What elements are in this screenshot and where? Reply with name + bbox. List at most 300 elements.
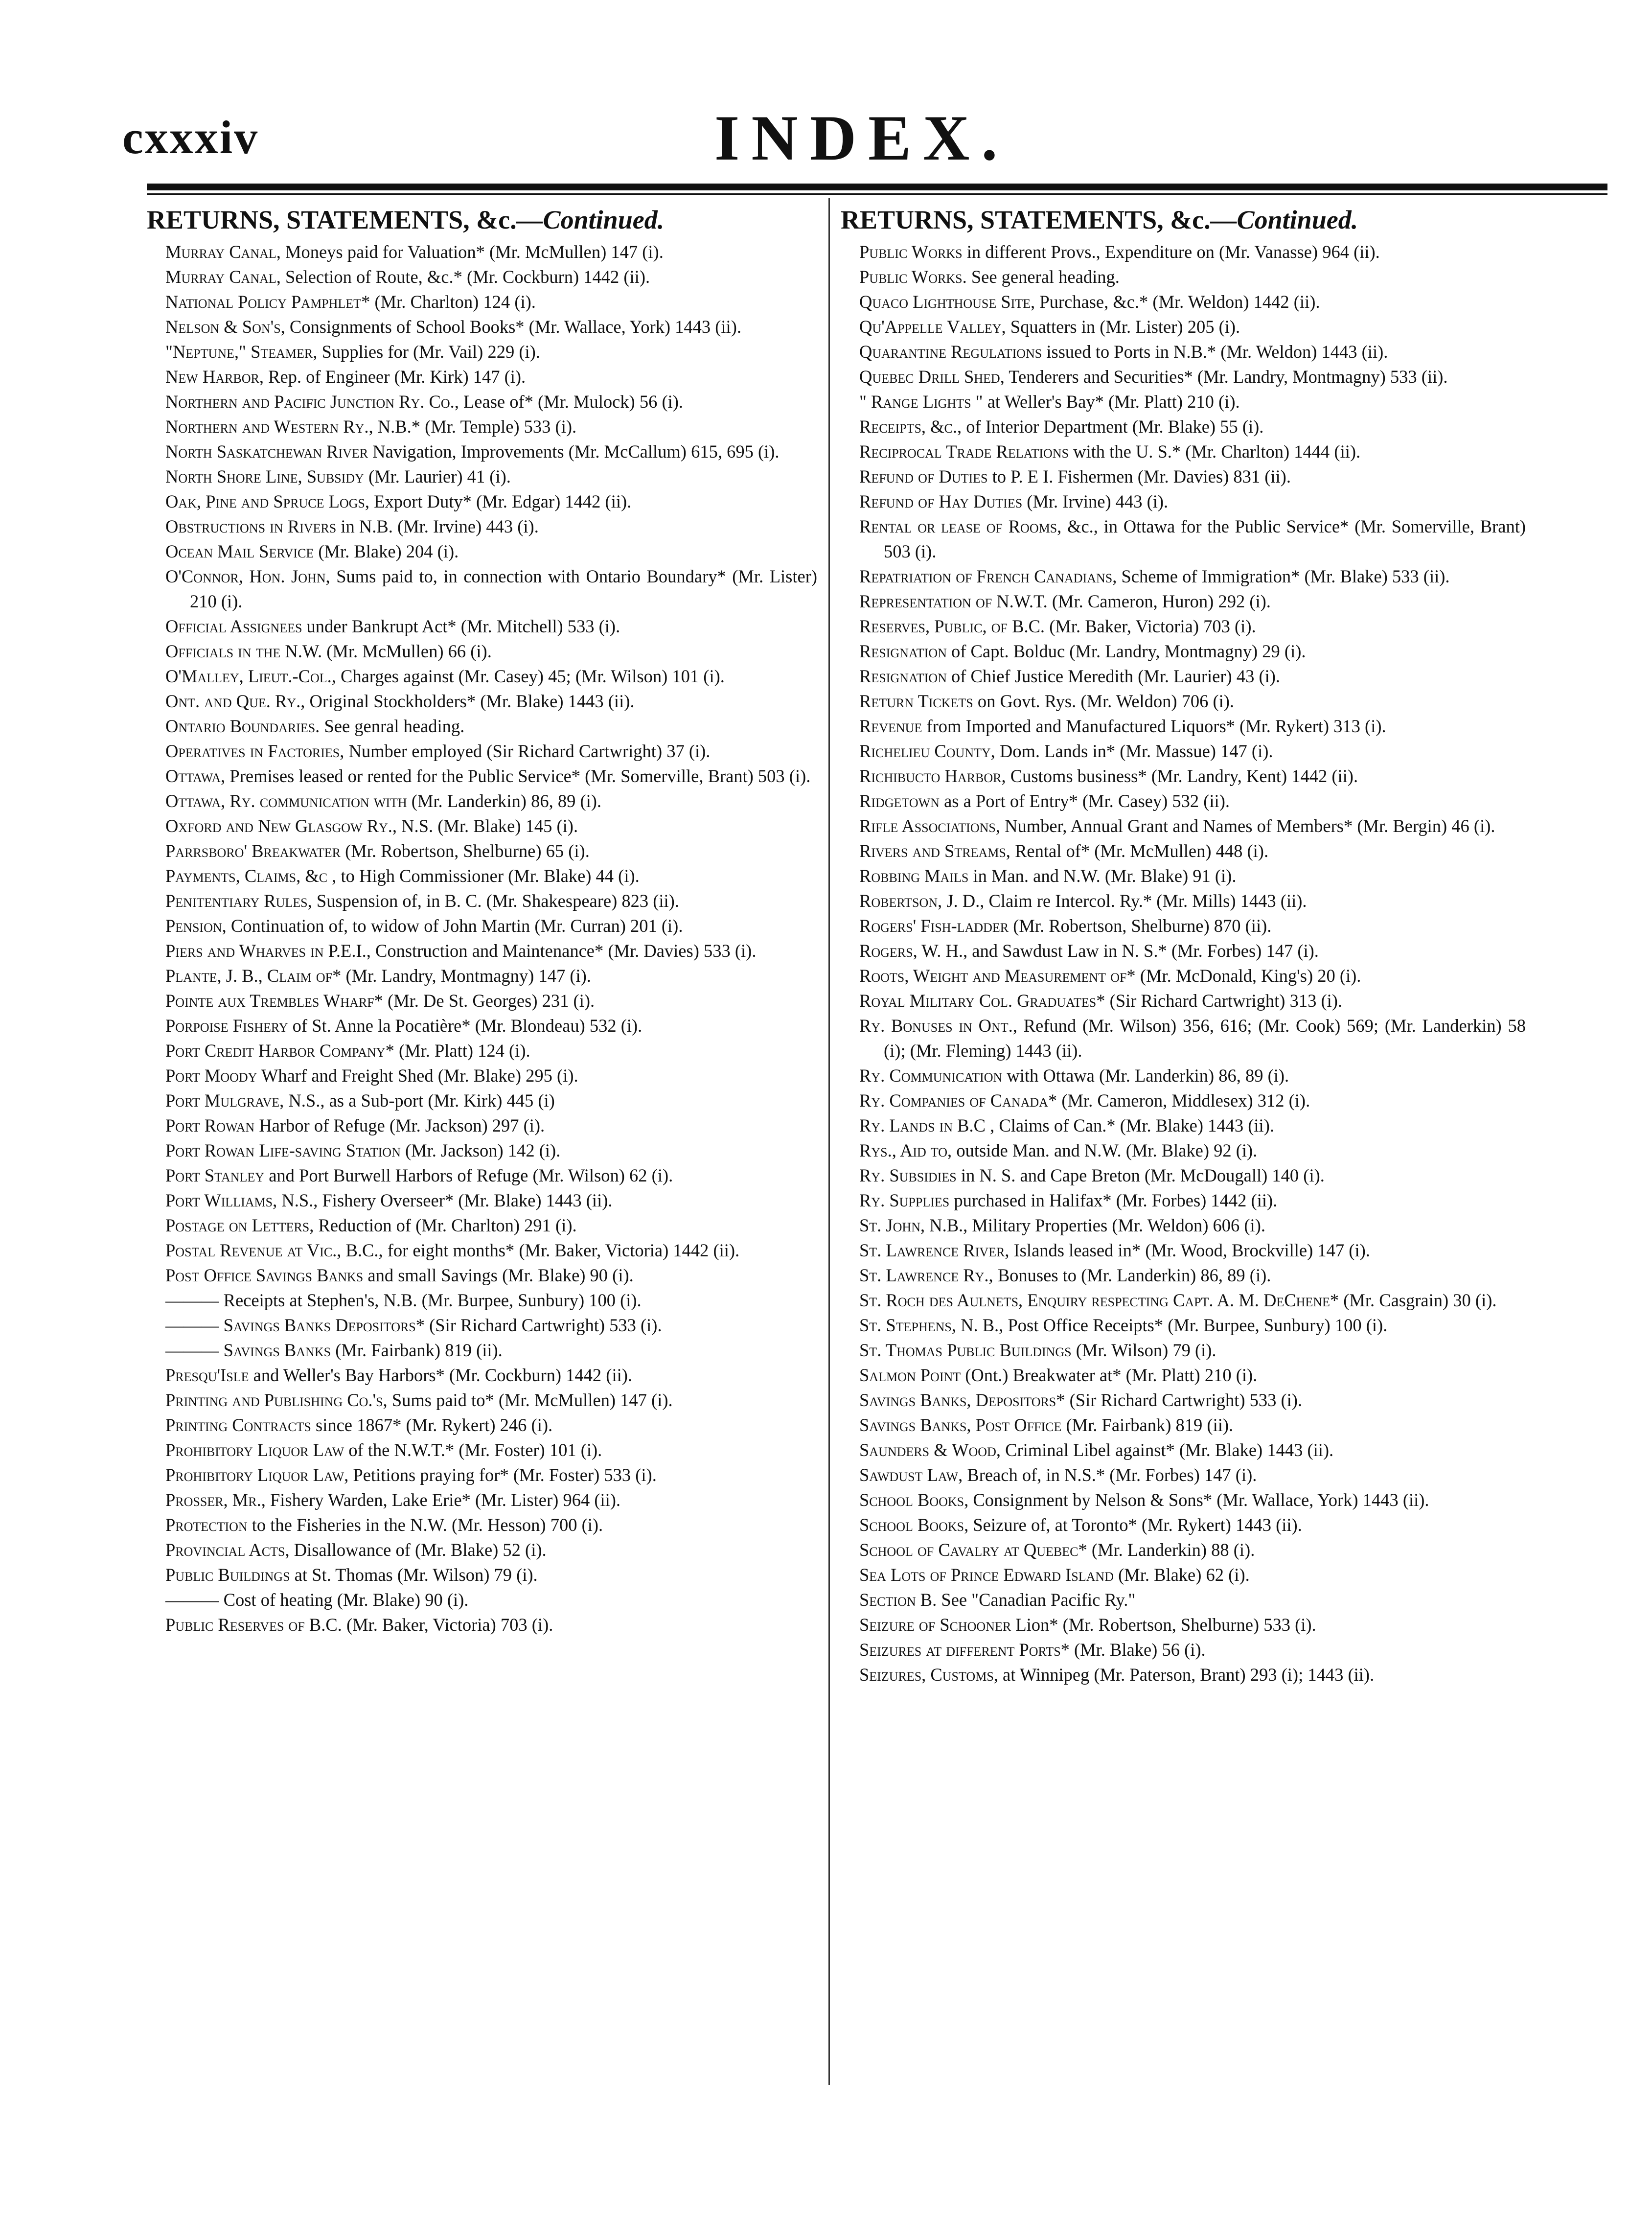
index-entry-heading: Saunders & Wood,: [859, 1440, 1001, 1460]
index-entry-text: See genral heading.: [320, 716, 465, 737]
index-entry: [841, 239, 1526, 264]
index-entry-text: Squatters in (Mr. Lister) 205 (i).: [1006, 317, 1240, 337]
index-entry-heading: Prohibitory Liquor Law: [165, 1440, 344, 1460]
index-entry-text: N.S., as a Sub-port (Mr. Kirk) 445 (i): [284, 1090, 555, 1111]
index-entry-text: (Sir Richard Cartwright) 533 (i).: [425, 1315, 662, 1336]
index-entry-text: from Imported and Manufactured Liquors* (Mr. Rykert) 313 (i).: [922, 716, 1386, 737]
index-entry-heading: Ry. Subsidies: [859, 1165, 957, 1186]
index-entry-heading: Salmon Point: [859, 1365, 961, 1386]
index-entry: [147, 664, 817, 689]
index-entry-text: of Capt. Bolduc (Mr. Landry, Montmagny) 29 (i).: [946, 641, 1306, 662]
index-entry: [147, 1263, 817, 1288]
index-entry-heading: Pointe aux Trembles Wharf*: [165, 991, 383, 1011]
index-entry-text: (Mr. Charlton) 124 (i).: [370, 292, 536, 312]
index-entry: [147, 1163, 817, 1188]
index-entry-heading: Printing and Publishing Co.'s,: [165, 1390, 388, 1411]
index-entry-text: Consignments of School Books* (Mr. Wallace, York) 1443 (ii).: [285, 317, 741, 337]
index-entry-heading: Quarantine Regulations: [859, 342, 1042, 362]
index-entry-text: Moneys paid for Valuation* (Mr. McMullen) 147 (i).: [280, 242, 664, 262]
index-entry-text: Charges against (Mr. Casey) 45; (Mr. Wilson) 101 (i).: [336, 666, 725, 687]
index-entry: [147, 988, 817, 1013]
index-entry: [147, 1213, 817, 1238]
index-entry-heading: St. Lawrence River,: [859, 1240, 1010, 1261]
index-entry-text: in different Provs., Expenditure on (Mr. Vanasse) 964 (ii).: [962, 242, 1380, 262]
index-entry-text: at Weller's Bay* (Mr. Platt) 210 (i).: [983, 392, 1240, 412]
index-entry: [147, 1388, 817, 1413]
index-entry-text: with Ottawa (Mr. Landerkin) 86, 89 (i).: [1002, 1065, 1289, 1086]
index-entry-heading: Return Tickets: [859, 691, 973, 712]
index-entry: [841, 1288, 1526, 1313]
index-entry-text: Number employed (Sir Richard Cartwright) 37 (i).: [344, 741, 711, 762]
index-entry-text: Number, Annual Grant and Names of Members* (Mr. Bergin) 46 (i).: [1000, 816, 1495, 836]
index-entry-heading: Postage on Letters,: [165, 1215, 314, 1236]
index-entry-heading: Seizures, Customs,: [859, 1665, 998, 1685]
index-entry-heading: Rental or lease of Rooms,: [859, 516, 1062, 537]
index-entry-text: Sums paid to* (Mr. McMullen) 147 (i).: [387, 1390, 673, 1411]
index-entry-text: &c., in Ottawa for the Public Service* (Mr. Somerville, Brant) 503 (i).: [884, 516, 1526, 562]
index-entry-text: Lease of* (Mr. Mulock) 56 (i).: [459, 392, 684, 412]
index-entry: [147, 1138, 817, 1163]
index-entry: [841, 1637, 1526, 1662]
index-entry-text: purchased in Halifax* (Mr. Forbes) 1442 (ii).: [949, 1190, 1278, 1211]
index-entry: [147, 639, 817, 664]
index-entry-text: Breach of, in N.S.* (Mr. Forbes) 147 (i).: [963, 1465, 1257, 1485]
index-entry-text: Rep. of Engineer (Mr. Kirk) 147 (i).: [263, 367, 526, 387]
index-entry-heading: Representation of N.W.T.: [859, 591, 1048, 612]
index-entry-text: (Mr. McDonald, King's) 20 (i).: [1135, 966, 1361, 986]
index-entry-text: Continuation of, to widow of John Martin (Mr. Curran) 201 (i).: [226, 916, 683, 936]
index-entry-text: to P. E I. Fishermen (Mr. Davies) 831 (ii).: [987, 466, 1291, 487]
index-entry-text: Scheme of Immigration* (Mr. Blake) 533 (ii).: [1117, 566, 1450, 587]
index-entry: [841, 689, 1526, 714]
index-entry-heading: National Policy Pamphlet*: [165, 292, 370, 312]
index-entry-heading: Oak, Pine and Spruce Logs,: [165, 491, 370, 512]
index-entry: [841, 1487, 1526, 1512]
index-entry-text: Navigation, Improvements (Mr. McCallum) 615, 695 (i).: [368, 441, 780, 462]
index-entry: [841, 1088, 1526, 1113]
index-entry-heading: ——— Savings Banks: [165, 1340, 331, 1361]
index-entry-heading: Receipts, &c.,: [859, 417, 962, 437]
index-entry-heading: Port Rowan Life-saving Station: [165, 1140, 401, 1161]
index-entry: [147, 1088, 817, 1113]
index-entry: [147, 1363, 817, 1388]
index-entry: [841, 1363, 1526, 1388]
index-entry: [841, 1138, 1526, 1163]
index-entry-text: Claim re Intercol. Ry.* (Mr. Mills) 1443 (ii).: [984, 891, 1307, 911]
page-title: INDEX.: [714, 102, 1010, 174]
index-entry-heading: Port Williams,: [165, 1190, 277, 1211]
index-entry-heading: Ottawa, Ry. communication with: [165, 791, 407, 811]
index-entry: [841, 389, 1526, 414]
index-entry: [841, 1537, 1526, 1562]
heading-text: RETURNS, STATEMENTS, &c.: [147, 205, 517, 234]
heading-continued: —Continued.: [1210, 205, 1358, 234]
index-entry-heading: Savings Banks, Depositors*: [859, 1390, 1065, 1411]
index-entry: [147, 938, 817, 963]
index-entry: [841, 1238, 1526, 1263]
index-entry-text: N.S., Fishery Overseer* (Mr. Blake) 1443 (ii).: [277, 1190, 613, 1211]
index-entry: [147, 614, 817, 639]
heading-continued: —Continued.: [516, 205, 665, 234]
index-entry-text: (Mr. Blake) 62 (i).: [1113, 1565, 1250, 1585]
index-entry: [147, 564, 817, 614]
index-entry: [841, 664, 1526, 689]
index-entry-heading: Ottawa,: [165, 766, 226, 787]
index-entry-heading: ——— Savings Banks Depositors*: [165, 1315, 425, 1336]
index-entry: [841, 788, 1526, 813]
index-entry: [147, 289, 817, 314]
index-entry: [841, 639, 1526, 664]
index-entry: [841, 1063, 1526, 1088]
index-entry-text: Fishery Warden, Lake Erie* (Mr. Lister) 964 (ii).: [265, 1490, 621, 1510]
index-entry: [841, 289, 1526, 314]
index-entry: [147, 364, 817, 389]
index-entry: [841, 1462, 1526, 1487]
index-entry-heading: Seizures at different Ports*: [859, 1640, 1070, 1660]
index-entry: [841, 439, 1526, 464]
index-entry-heading: Ry. Bonuses in Ont.,: [859, 1016, 1017, 1036]
index-entry-text: (Mr. Jackson) 142 (i).: [400, 1140, 561, 1161]
index-entry-text: See "Canadian Pacific Ry.": [937, 1590, 1136, 1610]
index-entry: [841, 1512, 1526, 1537]
index-entry-heading: Northern and Pacific Junction Ry. Co.,: [165, 392, 459, 412]
index-entry-text: (Mr. Landerkin) 86, 89 (i).: [407, 791, 602, 811]
index-entry-heading: "Neptune," Steamer,: [165, 342, 318, 362]
index-entry: [841, 938, 1526, 963]
index-entry: [147, 714, 817, 739]
index-entry-text: (Mr. Robertson, Shelburne) 870 (ii).: [1009, 916, 1272, 936]
index-entry-text: Receipts at Stephen's, N.B. (Mr. Burpee, Sunbury) 100 (i).: [219, 1290, 642, 1311]
index-entry-heading: Port Mulgrave,: [165, 1090, 284, 1111]
index-entry-heading: St. Thomas Public Buildings: [859, 1340, 1072, 1361]
index-entry-heading: Port Moody: [165, 1065, 257, 1086]
index-entry-heading: Revenue: [859, 716, 922, 737]
index-entry-text: issued to Ports in N.B.* (Mr. Weldon) 1443 (ii).: [1042, 342, 1388, 362]
right-column: [841, 206, 1526, 1687]
index-entry-text: to the Fisheries in the N.W. (Mr. Hesson) 700 (i).: [247, 1515, 603, 1535]
index-entry-heading: Ry. Lands in B.C ,: [859, 1115, 995, 1136]
index-entry-heading: Ontario Boundaries.: [165, 716, 320, 737]
index-entry-heading: Public Reserves of B.C.: [165, 1615, 342, 1635]
index-entry: [147, 838, 817, 863]
index-entry-heading: Payments, Claims, &c ,: [165, 866, 337, 886]
index-entry: [147, 863, 817, 888]
index-entry: [147, 764, 817, 788]
index-entry: [147, 1462, 817, 1487]
index-entry-text: Suspension of, in B. C. (Mr. Shakespeare) 823 (ii).: [312, 891, 679, 911]
index-entry-text: Criminal Libel against* (Mr. Blake) 1443 (ii).: [1000, 1440, 1334, 1460]
index-entry: [147, 1537, 817, 1562]
index-entry-heading: Section B.: [859, 1590, 937, 1610]
page-number: cxxxiv: [122, 111, 259, 163]
index-entry-text: (Ont.) Breakwater at* (Mr. Platt) 210 (i).: [961, 1365, 1258, 1386]
heading-text: RETURNS, STATEMENTS, &c.: [841, 205, 1211, 234]
index-entry: [147, 464, 817, 489]
index-entry-heading: ———: [165, 1290, 219, 1311]
index-entry: [147, 239, 817, 264]
index-entry-heading: Public Works: [859, 242, 963, 262]
index-entry: [841, 1213, 1526, 1238]
index-entry-text: since 1867* (Mr. Rykert) 246 (i).: [311, 1415, 553, 1436]
index-entry-heading: Port Credit Harbor Company*: [165, 1041, 394, 1061]
index-entry: [841, 1163, 1526, 1188]
index-entry-heading: Richibucto Harbor,: [859, 766, 1006, 787]
index-entry-text: of Chief Justice Meredith (Mr. Laurier) 43 (i).: [946, 666, 1281, 687]
index-entry-text: Customs business* (Mr. Landry, Kent) 1442 (ii).: [1006, 766, 1358, 787]
index-entry: [147, 1338, 817, 1363]
index-entry: [841, 1013, 1526, 1063]
index-entry-heading: Sawdust Law,: [859, 1465, 963, 1485]
index-entry-heading: Penitentiary Rules,: [165, 891, 312, 911]
index-entry-heading: School Books,: [859, 1490, 969, 1510]
index-entry: [147, 489, 817, 514]
index-entry: [841, 1612, 1526, 1637]
index-entry-heading: Refund of Duties: [859, 466, 988, 487]
index-entry-heading: Murray Canal,: [165, 267, 281, 287]
index-entry: [147, 414, 817, 439]
index-entry: [841, 1562, 1526, 1587]
header-rule-thin: [147, 193, 1607, 195]
index-entry-text: (Mr. Fairbank) 819 (ii).: [331, 1340, 503, 1361]
index-entry-text: in N. S. and Cape Breton (Mr. McDougall) 140 (i).: [956, 1165, 1325, 1186]
index-entry-text: (Mr. Baker, Victoria) 703 (i).: [1045, 616, 1256, 637]
index-entry-text: and Port Burwell Harbors of Refuge (Mr. Wilson) 62 (i).: [264, 1165, 673, 1186]
index-entry-text: (Mr. Laurier) 41 (i).: [364, 466, 511, 487]
index-entry-text: Premises leased or rented for the Public Service* (Mr. Somerville, Brant) 503 (i).: [225, 766, 811, 787]
index-entry-heading: Printing Contracts: [165, 1415, 311, 1436]
index-entry: [841, 1188, 1526, 1213]
index-entry-text: of St. Anne la Pocatière* (Mr. Blondeau) 532 (i).: [288, 1016, 642, 1036]
index-entry: [841, 764, 1526, 788]
index-entry-heading: Ry. Communication: [859, 1065, 1003, 1086]
index-entry-text: to High Commissioner (Mr. Blake) 44 (i).: [336, 866, 640, 886]
index-entry-text: Lion* (Mr. Robertson, Shelburne) 533 (i).: [1011, 1615, 1316, 1635]
index-entry: [147, 788, 817, 813]
index-entry-text: Military Properties (Mr. Weldon) 606 (i).: [967, 1215, 1265, 1236]
index-entry-heading: St. Roch des Aulnets, Enquiry respecting Capt. A. M. DeChene*: [859, 1290, 1339, 1311]
index-entry-text: (Mr. De St. Georges) 231 (i).: [383, 991, 595, 1011]
index-entry-heading: Qu'Appelle Valley,: [859, 317, 1006, 337]
index-entry-heading: Officials in the N.W.: [165, 641, 322, 662]
index-entry-heading: ———: [165, 1590, 219, 1610]
index-entry-text: and Sawdust Law in N. S.* (Mr. Forbes) 147 (i).: [967, 941, 1319, 961]
index-entry-heading: Plante, J. B., Claim of*: [165, 966, 342, 986]
right-entry-list: [841, 239, 1526, 1687]
index-entry-heading: Ry. Companies of Canada*: [859, 1090, 1057, 1111]
index-entry-heading: Rys., Aid to,: [859, 1140, 952, 1161]
index-entry-heading: Rivers and Streams,: [859, 841, 1010, 861]
index-entry-text: at Winnipeg (Mr. Paterson, Brant) 293 (i); 1443 (ii).: [998, 1665, 1375, 1685]
index-entry-heading: Prosser, Mr.,: [165, 1490, 266, 1510]
index-entry: [147, 339, 817, 364]
index-entry-text: (Sir Richard Cartwright) 533 (i).: [1065, 1390, 1303, 1411]
index-entry-heading: Resignation: [859, 641, 947, 662]
index-entry: [841, 1587, 1526, 1612]
index-entry-heading: Provincial Acts,: [165, 1540, 290, 1560]
index-entry-heading: Pension,: [165, 916, 227, 936]
index-entry-text: Supplies for (Mr. Vail) 229 (i).: [317, 342, 540, 362]
index-entry: [841, 1662, 1526, 1687]
index-entry-heading: Rifle Associations,: [859, 816, 1000, 836]
index-entry-text: Claims of Can.* (Mr. Blake) 1443 (ii).: [994, 1115, 1274, 1136]
index-entry-heading: Royal Military Col. Graduates*: [859, 991, 1105, 1011]
index-entry-heading: Richelieu County,: [859, 741, 995, 762]
index-entry-text: Petitions praying for* (Mr. Foster) 533 (i).: [348, 1465, 657, 1485]
index-entry: [841, 988, 1526, 1013]
index-entry-text: Rental of* (Mr. McMullen) 448 (i).: [1010, 841, 1269, 861]
index-entry-text: P.E.I., Construction and Maintenance* (Mr. Davies) 533 (i).: [323, 941, 757, 961]
index-entry-heading: Official Assignees: [165, 616, 302, 637]
index-entry-text: Cost of heating (Mr. Blake) 90 (i).: [219, 1590, 469, 1610]
index-entry-text: Post Office Receipts* (Mr. Burpee, Sunbury) 100 (i).: [1003, 1315, 1388, 1336]
index-entry-text: on Govt. Rys. (Mr. Weldon) 706 (i).: [973, 691, 1235, 712]
index-entry-text: N.S. (Mr. Blake) 145 (i).: [397, 816, 578, 836]
index-entry-text: and Weller's Bay Harbors* (Mr. Cockburn) 1442 (ii).: [249, 1365, 633, 1386]
index-entry: [841, 589, 1526, 614]
index-entry-heading: Obstructions in Rivers: [165, 516, 337, 537]
index-entry-heading: Piers and Wharves in: [165, 941, 324, 961]
index-entry: [841, 514, 1526, 564]
index-entry-text: Harbor of Refuge (Mr. Jackson) 297 (i).: [254, 1115, 545, 1136]
index-entry: [841, 1388, 1526, 1413]
index-entry-heading: St. Lawrence Ry.,: [859, 1265, 993, 1286]
index-entry: [147, 1562, 817, 1587]
index-entry: [841, 714, 1526, 739]
left-entry-list: [147, 239, 817, 1637]
index-entry: [147, 739, 817, 764]
index-entry-heading: Murray Canal,: [165, 242, 281, 262]
index-entry: [147, 888, 817, 913]
index-entry: [147, 1587, 817, 1612]
index-entry: [147, 963, 817, 988]
index-entry-heading: Ry. Supplies: [859, 1190, 950, 1211]
index-entry-text: (Mr. Robertson, Shelburne) 65 (i).: [340, 841, 590, 861]
right-column-heading: [841, 206, 1526, 234]
index-entry: [147, 439, 817, 464]
index-entry-text: Purchase, &c.* (Mr. Weldon) 1442 (ii).: [1035, 292, 1320, 312]
index-entry-heading: Reserves, Public, of B.C.: [859, 616, 1045, 637]
index-entry: [147, 1413, 817, 1437]
index-entry-text: and small Savings (Mr. Blake) 90 (i).: [363, 1265, 634, 1286]
index-entry-heading: Roots, Weight and Measurement of*: [859, 966, 1136, 986]
index-entry-heading: School of Cavalry at Quebec*: [859, 1540, 1087, 1560]
index-entry-heading: Savings Banks, Post Office: [859, 1415, 1062, 1436]
index-entry: [841, 1313, 1526, 1338]
index-entry-text: B.C., for eight months* (Mr. Baker, Victoria) 1442 (ii).: [341, 1240, 740, 1261]
index-entry-heading: Robbing Mails: [859, 866, 969, 886]
index-entry-text: under Bankrupt Act* (Mr. Mitchell) 533 (i).: [302, 616, 620, 637]
index-entry-heading: Ont. and Que. Ry.,: [165, 691, 305, 712]
index-entry-heading: Operatives in Factories,: [165, 741, 344, 762]
index-entry-heading: Protection: [165, 1515, 248, 1535]
index-entry: [147, 1288, 817, 1313]
index-entry-heading: Resignation: [859, 666, 947, 687]
index-entry-text: (Mr. Landry, Montmagny) 147 (i).: [341, 966, 591, 986]
index-entry-text: of the N.W.T.* (Mr. Foster) 101 (i).: [344, 1440, 602, 1460]
index-entry-heading: Rogers' Fish-ladder: [859, 916, 1009, 936]
index-entry: [841, 489, 1526, 514]
index-entry-heading: Repatriation of French Canadians,: [859, 566, 1117, 587]
index-entry-heading: Refund of Hay Duties: [859, 491, 1023, 512]
index-entry-text: (Mr. Cameron, Huron) 292 (i).: [1047, 591, 1271, 612]
index-entry-text: Seizure of, at Toronto* (Mr. Rykert) 1443 (ii).: [968, 1515, 1302, 1535]
index-entry-text: Selection of Route, &c.* (Mr. Cockburn) 1442 (ii).: [280, 267, 650, 287]
index-entry-text: (Mr. Irvine) 443 (i).: [1022, 491, 1169, 512]
index-entry-heading: North Saskatchewan River: [165, 441, 368, 462]
index-entry-text: (Mr. Fairbank) 819 (ii).: [1061, 1415, 1234, 1436]
index-entry: [841, 339, 1526, 364]
index-entry-text: Tenderers and Securities* (Mr. Landry, Montmagny) 533 (ii).: [1004, 367, 1448, 387]
index-entry-text: (Mr. Landerkin) 88 (i).: [1087, 1540, 1255, 1560]
index-entry: [841, 264, 1526, 289]
index-entry-text: (Mr. Wilson) 79 (i).: [1071, 1340, 1216, 1361]
index-entry: [147, 314, 817, 339]
index-entry-heading: O'Malley, Lieut.-Col.,: [165, 666, 336, 687]
index-entry-text: (Sir Richard Cartwright) 313 (i).: [1105, 991, 1343, 1011]
index-entry-heading: New Harbor,: [165, 367, 264, 387]
left-column-heading: [147, 206, 817, 234]
index-entry: [147, 1188, 817, 1213]
index-entry-text: Refund (Mr. Wilson) 356, 616; (Mr. Cook) 569; (Mr. Landerkin) 58 (i); (Mr. Fleming) 1443 (ii).: [884, 1016, 1526, 1061]
index-entry-text: (Mr. Casgrain) 30 (i).: [1339, 1290, 1497, 1311]
index-entry-heading: North Shore Line, Subsidy: [165, 466, 364, 487]
index-entry-text: in Man. and N.W. (Mr. Blake) 91 (i).: [968, 866, 1237, 886]
index-entry-text: Sums paid to, in connection with Ontario Boundary* (Mr. Lister) 210 (i).: [190, 566, 817, 612]
index-entry: [841, 813, 1526, 838]
index-entry-text: Wharf and Freight Shed (Mr. Blake) 295 (i).: [257, 1065, 578, 1086]
index-entry: [147, 514, 817, 539]
index-entry: [841, 1413, 1526, 1437]
index-entry-text: Reduction of (Mr. Charlton) 291 (i).: [314, 1215, 577, 1236]
index-entry-heading: Public Buildings: [165, 1565, 290, 1585]
index-entry: [147, 813, 817, 838]
index-entry-text: at St. Thomas (Mr. Wilson) 79 (i).: [290, 1565, 538, 1585]
index-entry-text: outside Man. and N.W. (Mr. Blake) 92 (i).: [952, 1140, 1258, 1161]
index-entry: [841, 414, 1526, 439]
index-entry-heading: Reciprocal Trade Relations: [859, 441, 1069, 462]
index-entry: [841, 1113, 1526, 1138]
index-entry-text: Dom. Lands in* (Mr. Massue) 147 (i).: [995, 741, 1273, 762]
index-entry: [147, 1612, 817, 1637]
index-entry-heading: St. John, N.B.,: [859, 1215, 968, 1236]
index-entry-heading: Port Stanley: [165, 1165, 265, 1186]
index-entry-text: See general heading.: [966, 267, 1120, 287]
index-entry-heading: Parrsboro' Breakwater: [165, 841, 341, 861]
index-entry-text: (Mr. Blake) 204 (i).: [314, 541, 459, 562]
index-entry-heading: Porpoise Fishery: [165, 1016, 288, 1036]
index-entry: [841, 1263, 1526, 1288]
index-entry: [147, 1013, 817, 1038]
index-entry-heading: Quebec Drill Shed,: [859, 367, 1005, 387]
column-divider: [828, 198, 830, 2085]
index-entry: [841, 614, 1526, 639]
index-entry-text: Islands leased in* (Mr. Wood, Brockville) 147 (i).: [1009, 1240, 1370, 1261]
index-entry: [841, 963, 1526, 988]
left-column: [147, 206, 817, 1637]
index-entry-heading: Oxford and New Glasgow Ry.,: [165, 816, 397, 836]
index-entry: [147, 1487, 817, 1512]
index-entry-text: (Mr. Cameron, Middlesex) 312 (i).: [1057, 1090, 1310, 1111]
index-entry-heading: Seizure of Schooner: [859, 1615, 1011, 1635]
index-entry: [147, 1437, 817, 1462]
index-entry-heading: Presqu'Isle: [165, 1365, 249, 1386]
index-entry-heading: Sea Lots of Prince Edward Island: [859, 1565, 1114, 1585]
index-entry-heading: Northern and Western Ry.,: [165, 417, 373, 437]
index-entry-text: Bonuses to (Mr. Landerkin) 86, 89 (i).: [993, 1265, 1271, 1286]
index-entry-heading: St. Stephens, N. B.,: [859, 1315, 1004, 1336]
index-entry: [147, 689, 817, 714]
index-entry-heading: Prohibitory Liquor Law,: [165, 1465, 349, 1485]
